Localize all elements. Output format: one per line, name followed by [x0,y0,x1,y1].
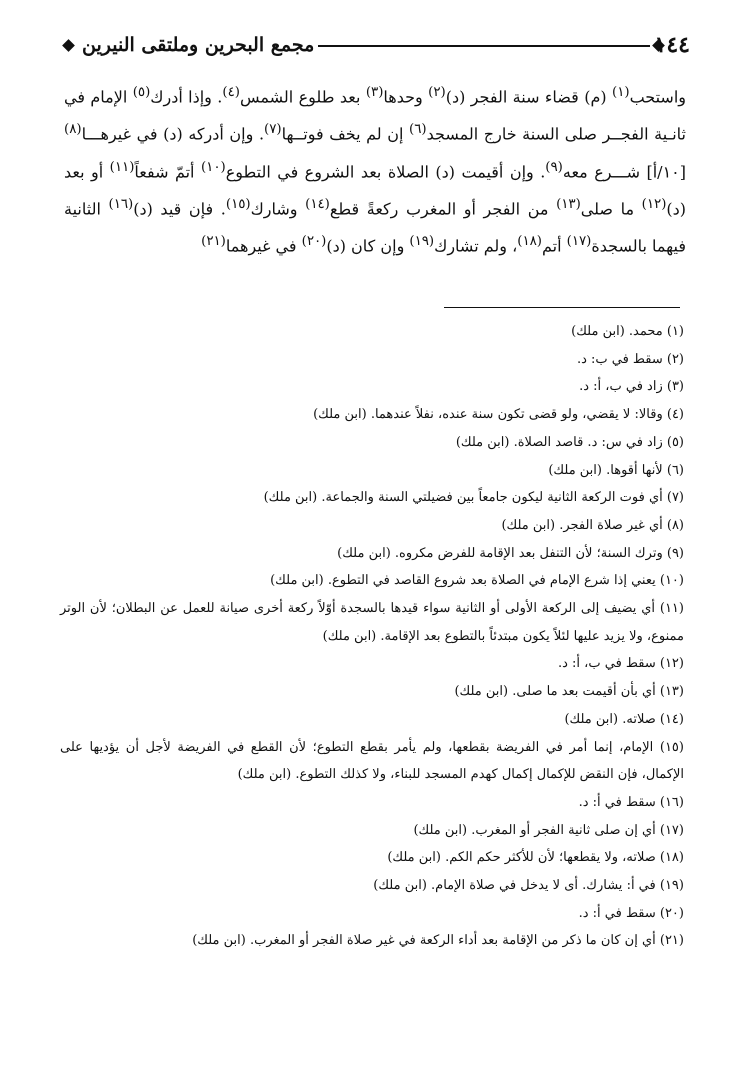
text-run: الثانية فيهما بالسجدة [64,199,686,256]
footnote-ref: (١٥) [225,196,251,212]
footnote-ref: (١٩) [409,234,435,250]
text-run: . وإن أدركه (د) في غيرهـــا [81,124,265,144]
footnote-ref: (٤) [222,85,240,100]
text-run: وشارك [250,199,306,219]
footnote: (١) محمد. (ابن ملك) [571,324,684,339]
footnote-ref: (١١) [109,159,135,175]
footnote: (٥) زاد في س: د. قاصد الصلاة. (ابن ملك) [455,434,684,450]
main-paragraph [64,76,686,263]
text-run: ما صلى [580,199,642,219]
footnote: (١١) أي يضيف إلى الركعة الأولى أو الثانية سواء قيدها بالسجدة أوّلاً ركعة أخرى صيانة للعمل عن البطلان؛ لأن الوتر ممنوع، ولا يزيد عليها لئلاً يكون مبتدئاً بالتطوع بعد الإقامة. (ابن ملك) [60,601,684,644]
footnote-ref: (١٨) [517,234,542,250]
text-run: من الفجر أو المغرب ركعةً قطع [329,199,557,219]
text-run: بعد طلوع الشمس [239,87,366,107]
footnote-ref: (١٠) [200,159,226,175]
text-run: (م) قضاء سنة الفجر (د) [445,87,612,107]
footnote: (١٠) يعني إذا شرع الإمام في الصلاة بعد شروع القاصد في التطوع. (ابن ملك) [270,573,684,589]
footnote-ref: (١٧) [566,234,592,250]
footnote: (١٣) أي بأن أقيمت بعد ما صلى. (ابن ملك) [454,684,684,700]
text-run: واستحب [629,87,687,107]
footnote-ref: (٢٠) [301,234,327,250]
diamond-ornament-icon [62,39,75,52]
text-run: وإن كان (د) [326,236,410,256]
footnote-ref: (١٣) [556,196,581,212]
text-run: وحدها [383,87,429,107]
header-rule [318,45,650,47]
footnote-ref: (١٤) [305,196,330,212]
footnote-ref: (٧) [264,122,282,138]
footnote: (١٦) سقط في أ: د. [578,794,684,810]
text-run: أو بعد (د) [64,161,687,219]
text-run: [١٠/أ] شـــرع معه [562,161,687,181]
running-title: مجمع البحرين وملتقى النيرين [82,34,315,56]
footnote-separator [444,307,680,308]
footnote-ref: (٢) [428,85,446,100]
footnote-ref: (١٦) [108,196,134,212]
text-run: أتم [541,236,567,256]
footnote-ref: (٥) [132,85,151,100]
footnote: (١٧) أي إن صلى ثانية الفجر أو المغرب. (ابن ملك) [413,822,684,838]
footnote: (٨) أي غير صلاة الفجر. (ابن ملك) [501,517,684,533]
footnote-ref: (١٢) [641,196,667,212]
text-run: ، ولم تشارك [434,236,518,256]
footnote-ref: (٩) [545,159,563,175]
footnote-ref: (٢١) [201,234,226,250]
footnote: (١٩) في أ: يشارك. أى لا يدخل في صلاة الإمام. (ابن ملك) [373,878,684,894]
footnote: (٧) أي فوت الركعة الثانية ليكون جامعاً بين فضيلتي السنة والجماعة. (ابن ملك) [263,490,684,506]
footnote: (١٥) الإمام، إنما أمر في الفريضة بقطعها، ولم يأمر بقطع التطوع؛ لأن القطع في الفريضة لأجل أن يؤديها على الإكمال، فإن النقض للإكمال إكمال كهدم المسجد للبناء، ولا كذلك التطوع. (ابن ملك) [60,739,684,783]
footnote-ref: (٨) [64,122,82,138]
footnote: (٢١) أي إن كان ما ذكر من الإقامة بعد أداء الركعة في غير صلاة الفجر أو المغرب. (ابن ملك) [192,933,684,949]
text-run: إن لم يخف فوتــها [281,124,410,144]
text-run: . وإذا أدرك [150,87,223,107]
text-run: . وإن أقيمت (د) الصلاة بعد الشروع في التطوع [225,161,546,181]
footnote: (١٤) صلاته. (ابن ملك) [564,711,684,727]
footnote-ref: (٦) [409,122,427,138]
footnote: (٦) لأنها أقوها. (ابن ملك) [548,462,684,478]
footnote-ref: (١) [611,85,630,100]
text-run: في غيرهما [225,236,302,256]
footnote: (٩) وترك السنة؛ لأن التنفل بعد الإقامة للفرض مكروه. (ابن ملك) [337,545,684,561]
footnote: (٣) زاد في ب، أ: د. [579,379,684,395]
footnote: (١٢) سقط في ب، أ: د. [558,656,684,672]
footnote: (١٨) صلاته، ولا يقطعها؛ لأن للأكثر حكم الكم. (ابن ملك) [387,850,684,866]
footnote-ref: (٣) [365,85,384,100]
page-number: ١٤٤ [654,32,690,58]
text-run: . فإن قيد (د) [133,199,226,219]
page-header [60,32,690,62]
footnote: (٤) وقالا: لا يقضي، ولو قضى تكون سنة عنده، نفلاً عندهما. (ابن ملك) [313,407,684,423]
main-text [64,76,686,263]
text-run: الإمام في ثانـية الفجــر صلى السنة خارج المسجد [64,87,686,144]
footnote: (٢) سقط في ب: د. [576,351,684,367]
footnote: (٢٠) سقط في أ: د. [578,905,684,921]
footnotes-list [60,318,684,955]
text-run: أتمّ شفعاً [134,161,201,181]
